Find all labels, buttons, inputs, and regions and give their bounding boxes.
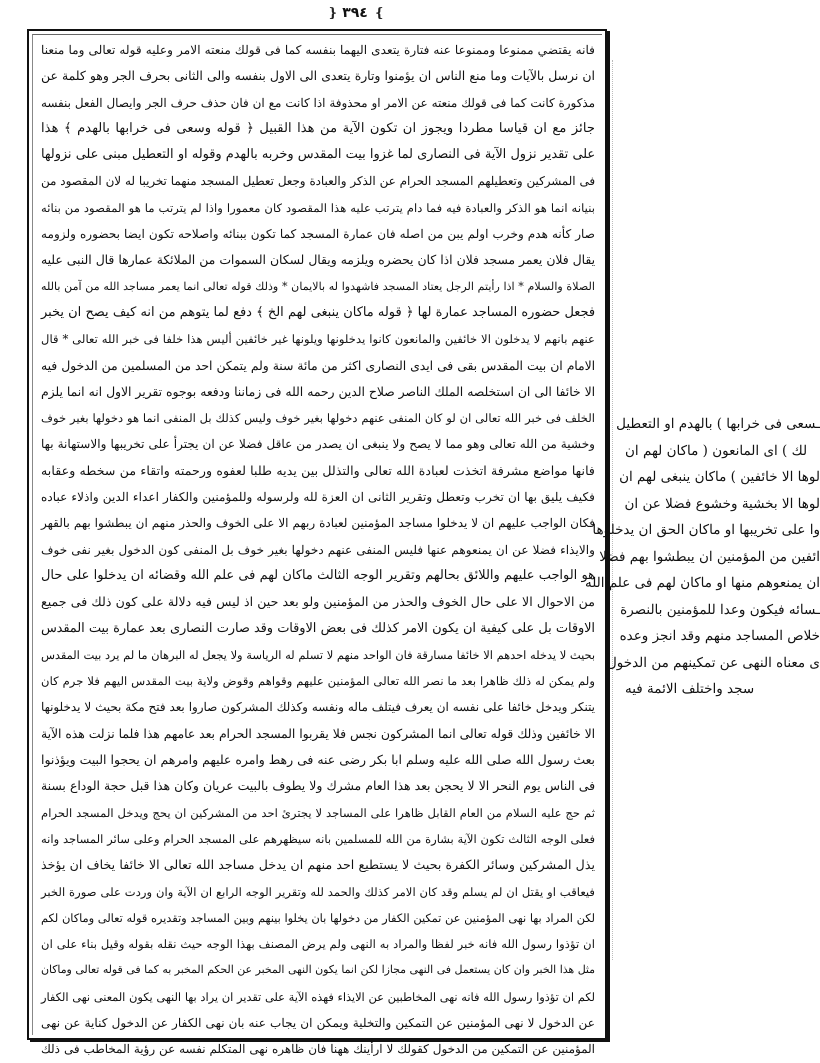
ornament-left-icon: ❴ (327, 5, 337, 21)
text-line: جائز مع ان قياسا مطردا ويجوز ان تكون الآية من هذا القبيل ﴿ قوله وسعى فى خرابها بالهدم ﴾ هذا (41, 120, 595, 136)
text-line: وخشية من الله تعالى وهو مما لا يصح ولا ينبغى ان يصدر من عاقل فضلا عن ان يجترأ على تخريبها والاستهانة بها (41, 437, 595, 452)
text-line: مذكورة كانت كما فى قولك منعته عن الامر او محذوفة اذا كانت مع ان فان حذف حرف الجر وايصال الفعل بنفسه (41, 95, 595, 110)
text-line: فانها مواضع مشرفة اتخذت لعبادة الله تعالى والتذلل بين يديه طلبا لعفوه ورحمته واتقاء من سخطه وعقابه (41, 462, 595, 478)
margin-text-line: وا على تخريبها او ماكان الحق ان يدخلوها (592, 522, 820, 538)
margin-text-line: ائفين من المؤمنين ان يبطشوا بهم فضلا (599, 548, 820, 565)
adjacent-page-margin-text (584, 411, 820, 703)
text-line: ان نرسل بالآيات وما منع الناس ان يؤمنوا وتارة يتعدى الى الاول بنفسه والى الثانى بحرف الجر وهو كلمة عن (41, 68, 595, 84)
margin-text-line: سجد واختلف الائمة فيه (625, 681, 755, 697)
text-line: الخلف فى خبر الله تعالى ان لو كان المنفى عنهم دخولها بغير خوف وليس كذلك بل المنفى انما هو دخولها بغير خوف (41, 411, 595, 426)
text-line: الاوقات بل على كيفية ان يكون الامر كذلك فى بعض الاوقات وقد صارت النصارى بعد عمارة بيت المقدس (41, 620, 595, 636)
text-line: بحيث لا يدخله احدهم الا خائفا مسارقة فان الواحد منهم لا تسلم له الرياسة ولا يجعل له البرهان ما لم يرد بيت المقدس (41, 647, 595, 662)
scan-gutter (612, 60, 615, 960)
text-line: الصلاة والسلام * اذا رأيتم الرجل يعتاد المسجد فاشهدوا له بالايمان * وذلك قوله تعالى انما يعمر مساجد الله من آمن بالله (41, 279, 595, 293)
text-line: فعلى الوجه الثالث تكون الآية بشارة من الله للمسلمين بانه سيظهرهم على المسجد الحرام وعلى سائر المساجد وانه (41, 831, 595, 846)
text-line: لكم ان تؤذوا رسول الله فانه نهى المخاطبين عن الايذاء فهذه الآية على تقدير ان يراد بها النهى يكون المعنى نهى الكفار (41, 989, 595, 1004)
text-line: فكان الواجب عليهم ان لا يدخلوا مساجد المؤمنين لعبادة ربهم الا على الخوف والحذر منهم ان يبطشوا بهم بالقهر (41, 516, 595, 531)
margin-text-line: ـسائه فيكون وعدا للمؤمنين بالنصرة (620, 601, 820, 618)
text-line: ولم يمكن له ذلك ظاهرا بعد ما نصر الله تعالى المؤمنين عليهم وقواهم وقوض ولاية بيت المقدس اليهم فلا جرم كان (41, 674, 595, 689)
text-line: يقال فلان يعمر مسجد فلان اذا كان يحضره ويلزمه ويقال لسكان السموات من الملائكة عمارها قال النبى عليه (41, 253, 595, 268)
text-line: يتنكر ويدخل خائفا على نفسه ان يعرف فيتلف ماله ونفسه وكذلك المشركون صاروا بعد فتح مكة بحيث لا يدخلونها (41, 700, 595, 715)
text-line: صار كأنه هدم وخرب اولم يبن من اصله فان عمارة المسجد كما تكون ببنائه واصلاحه تكون ايضا بحضوره ولزومه (41, 227, 595, 242)
text-line: ثم حج عليه السلام من العام القابل ظاهرا على المساجد لا يجترئ احد من المشركين ان يحج ويدخل المسجد الحرام (41, 805, 595, 820)
text-line: والايذاء فضلا عن ان يمنعوهم عنها فليس المنفى عنهم دخولها بغير خوف بل المنفى كون الدخول بغير نفى خوف (41, 542, 595, 557)
text-line: عن الدخول لا نهى المؤمنين عن التمكين والتخلية ويمكن ان يجاب عنه بان نهى الكفار عن الدخول كناية عن نهى (41, 1015, 595, 1030)
text-line: الا خائفا الى ان استخلصه الملك الناصر صلاح الدين رحمه الله فى زماننا ودفعه بوجوه تقرير الاول انه انما يلزم (41, 384, 595, 399)
margin-text-line: خلاص المساجد منهم وقد انجز وعده (619, 628, 820, 644)
margin-text-line: لوها الا خائفين ) ماكان ينبغى لهم ان (619, 469, 820, 485)
text-line: على تقدير نزول الآية فى النصارى لما غزوا بيت المقدس وخربه بالهدم وقوله او التعطيل مبنى على نزولها (41, 147, 595, 163)
text-line: ان تؤذوا رسول الله فانه خبر لفظا والمراد به النهى ولم يرض المصنف بهذا الوجه حيث نقله بقوله وقيل بناء على ان (41, 937, 595, 952)
text-line: الامام ان بيت المقدس بقى فى ايدى النصارى اكثر من مائة سنة ولم يتمكن احد من المسلمين من الدخول فيه (41, 358, 595, 373)
margin-text-line: لوها الا بخشية وخشوع فضلا عن ان (624, 495, 820, 512)
ornament-right-icon: ❵ (373, 5, 383, 21)
text-line: فى المشركين وتعطيلهم المسجد الحرام عن الذكر والعبادة وجعل تعطيل المسجد منهما تخريبا له لان المقصود من (41, 174, 595, 189)
text-line: فجعل حضوره المساجد عمارة لها ﴿ قوله ماكان ينبغى لهم الخ ﴾ دفع لما يتوهم من انه كيف يصح ان يخبر (41, 304, 595, 320)
main-text-block (41, 37, 595, 1063)
text-line: لكن المراد بها نهى المؤمنين عن تمكين الكفار من دخولها بان يخلوا بينهم وبين المساجد وتقديره قوله تعالى وماكان لكم (41, 910, 595, 925)
text-line: فانه يقتضي ممنوعا وممنوعا عنه فتارة يتعدى اليهما بنفسه كما فى قولك منعته الامر وعليه قوله تعالى وما منعنا (41, 43, 595, 57)
text-line: مثل هذا الخبر وان كان يستعمل فى النهى مجازا لكن انما يكون النهى المخبر عن الحكم المخبر به كما فى قوله تعالى وماكان (41, 963, 595, 977)
text-line: عنهم بانهم لا يدخلون الا خائفين والمانعون كانوا يدخلونها ويلونها غير خائفين أليس هذا خلفا فى خبر الله تعالى * قال (41, 332, 595, 347)
text-line: بعث رسول الله صلى الله عليه وسلم ابا بكر رضى عنه فى رهط وامره عليهم وامرهم ان يحجوا البيت ويؤذنوا (41, 753, 595, 768)
page-header (290, 2, 420, 24)
page-number: ٣٩٤ (342, 5, 368, 21)
page-frame (27, 29, 607, 1057)
text-line: المؤمنين عن التمكين من الدخول كقولك لا ارأينك ههنا فان ظاهره نهى المتكلم نفسه عن رؤية المخاطب فى ذلك (41, 1042, 595, 1057)
margin-text-line: ى معناه النهى عن تمكينهم من الدخول (606, 654, 820, 671)
text-line: فى الناس يوم النحر الا لا يحجن بعد هذا العام مشرك ولا يطوف بالبيت عريان وكان هذا قبل حجة الوداع بسنة (41, 778, 595, 794)
text-line: فيعاقب او يقتل ان لم يسلم وقد كان الامر كذلك والحمد لله وتقرير الوجه الرابع ان الآية وان وردت على صورة الخبر (41, 884, 595, 899)
margin-text-line: ان يمنعوهم منها او ماكان لهم فى علم الله (584, 575, 820, 591)
text-line: فكيف يليق بها ان تخرب وتعطل وتقرير الثانى ان العزة لله ولرسوله وللمؤمنين والكفار اعداء الدين واذلاء عباده (41, 490, 595, 505)
margin-text-line: ـسعى فى خرابها ) بالهدم او التعطيل (616, 416, 820, 432)
text-line: الا خائفين وذلك قوله تعالى انما المشركون نجس فلا يقربوا المسجد الحرام بعد عامهم هذا فلما نزلت هذه الآية (41, 726, 595, 741)
text-line: من الاحوال الا على حال الخوف والحذر من المؤمنين ولو بعد حين اذ ليس فيه دلالة على كون ذلك فى جميع (41, 594, 595, 610)
margin-text-line: لك ) اى المانعون ( ماكان لهم ان (625, 442, 808, 459)
text-line: بنيانه انما هو الذكر والعبادة فيه فما دام يترتب عليه هذا المقصود كان معمورا واذا لم يترتب ما هو المقصود من بنائه (41, 200, 595, 215)
text-line: يذل المشركين وسائر الكفرة بحيث لا يستطيع احد منهم ان يدخل مساجد الله تعالى الا خائفا يخاف ان يؤخذ (41, 857, 595, 873)
text-line: هو الواجب عليهم واللائق بحالهم وتقرير الوجه الثالث ماكان لهم فى علم الله وقضائه ان يدخلوا على حال (41, 567, 595, 583)
